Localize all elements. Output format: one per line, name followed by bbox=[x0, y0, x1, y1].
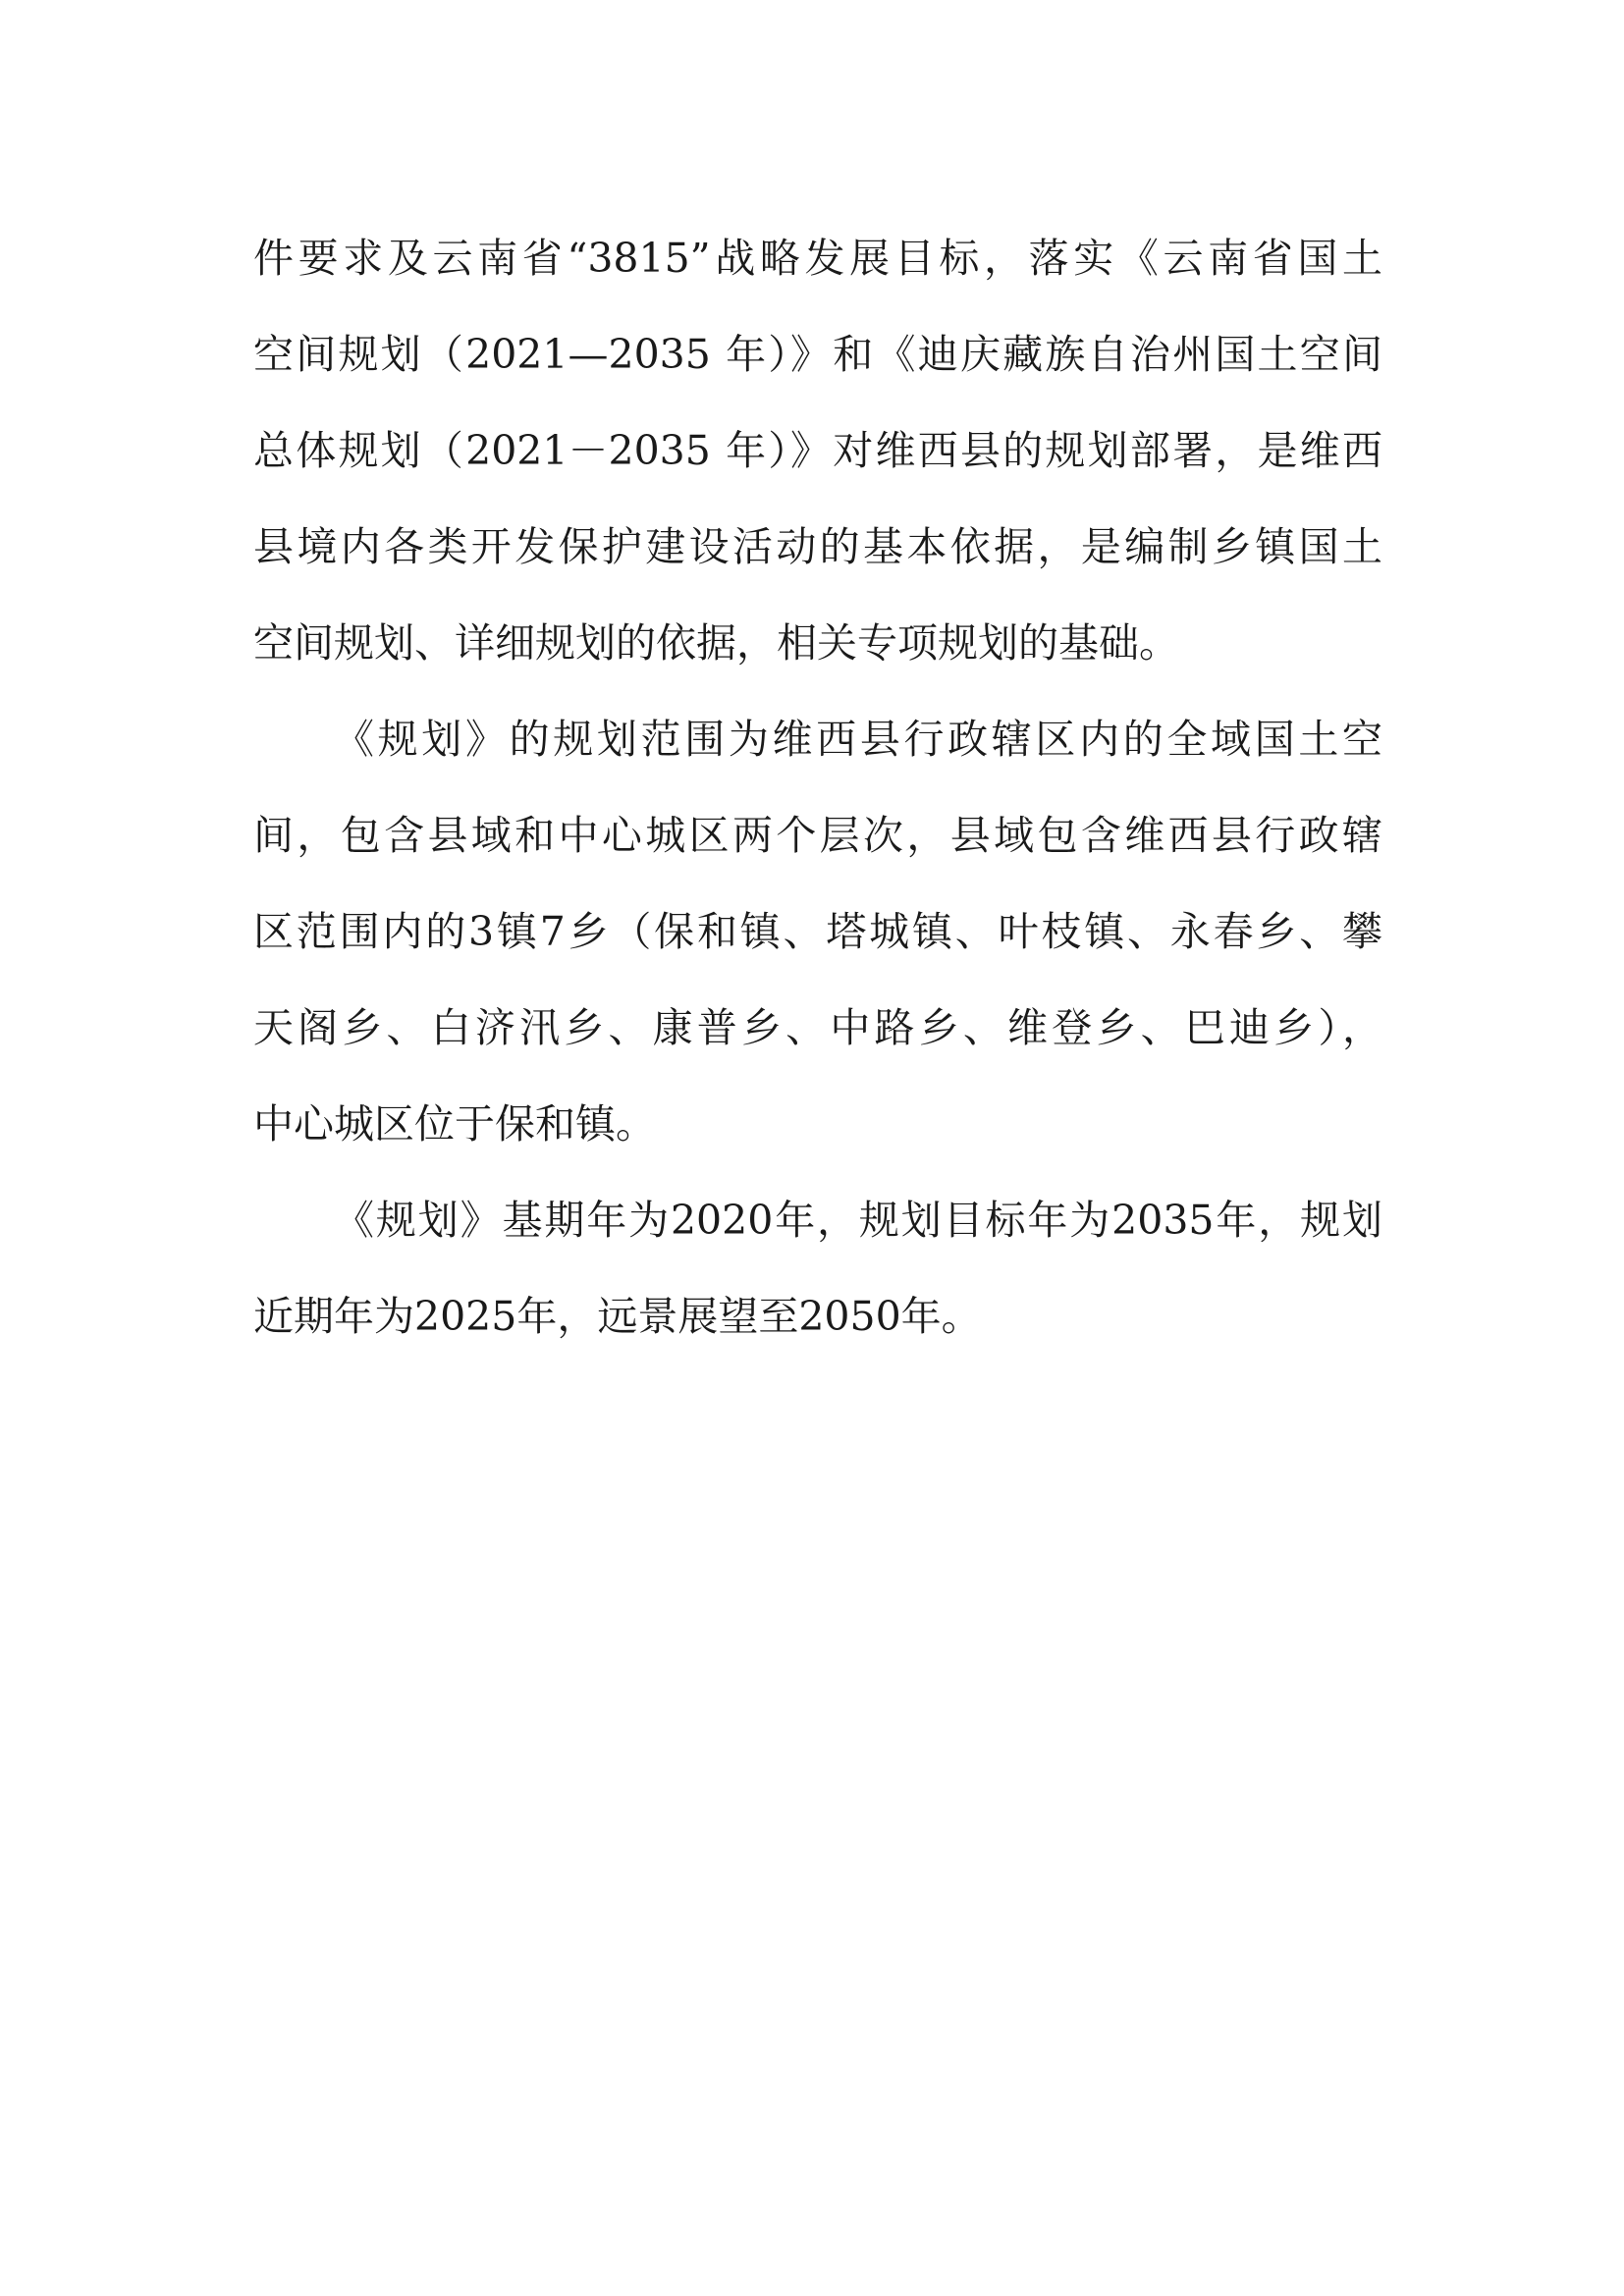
text-line: 空间规划（2021—2035 年）》和《迪庆藏族自治州国土空间 bbox=[253, 331, 1382, 378]
paragraph-planning-period bbox=[253, 1172, 1382, 1364]
paragraph-planning-scope bbox=[253, 691, 1382, 1172]
text-line: 县境内各类开发保护建设活动的基本依据，是编制乡镇国土 bbox=[253, 523, 1382, 570]
text-line: 空间规划、详细规划的依据，相关专项规划的基础。 bbox=[253, 619, 1179, 667]
paragraph-planning-basis bbox=[253, 210, 1382, 691]
text-line: 《规划》基期年为2020年，规划目标年为2035年，规划 bbox=[334, 1197, 1382, 1244]
text-line: 间，包含县域和中心城区两个层次，县域包含维西县行政辖 bbox=[253, 812, 1382, 859]
text-line: 天阁乡、白济汛乡、康普乡、中路乡、维登乡、巴迪乡）， bbox=[253, 1004, 1382, 1051]
text-line: 区范围内的3镇7乡（保和镇、塔城镇、叶枝镇、永春乡、攀 bbox=[253, 908, 1382, 955]
text-line: 中心城区位于保和镇。 bbox=[253, 1100, 656, 1148]
text-line: 《规划》的规划范围为维西县行政辖区内的全域国土空 bbox=[334, 716, 1382, 763]
body-text bbox=[253, 210, 1382, 1364]
text-line: 件要求及云南省“3815”战略发展目标，落实《云南省国土 bbox=[253, 235, 1382, 282]
text-line: 总体规划（2021－2035 年）》对维西县的规划部署，是维西 bbox=[253, 427, 1382, 474]
text-line: 近期年为2025年，远景展望至2050年。 bbox=[253, 1293, 982, 1340]
